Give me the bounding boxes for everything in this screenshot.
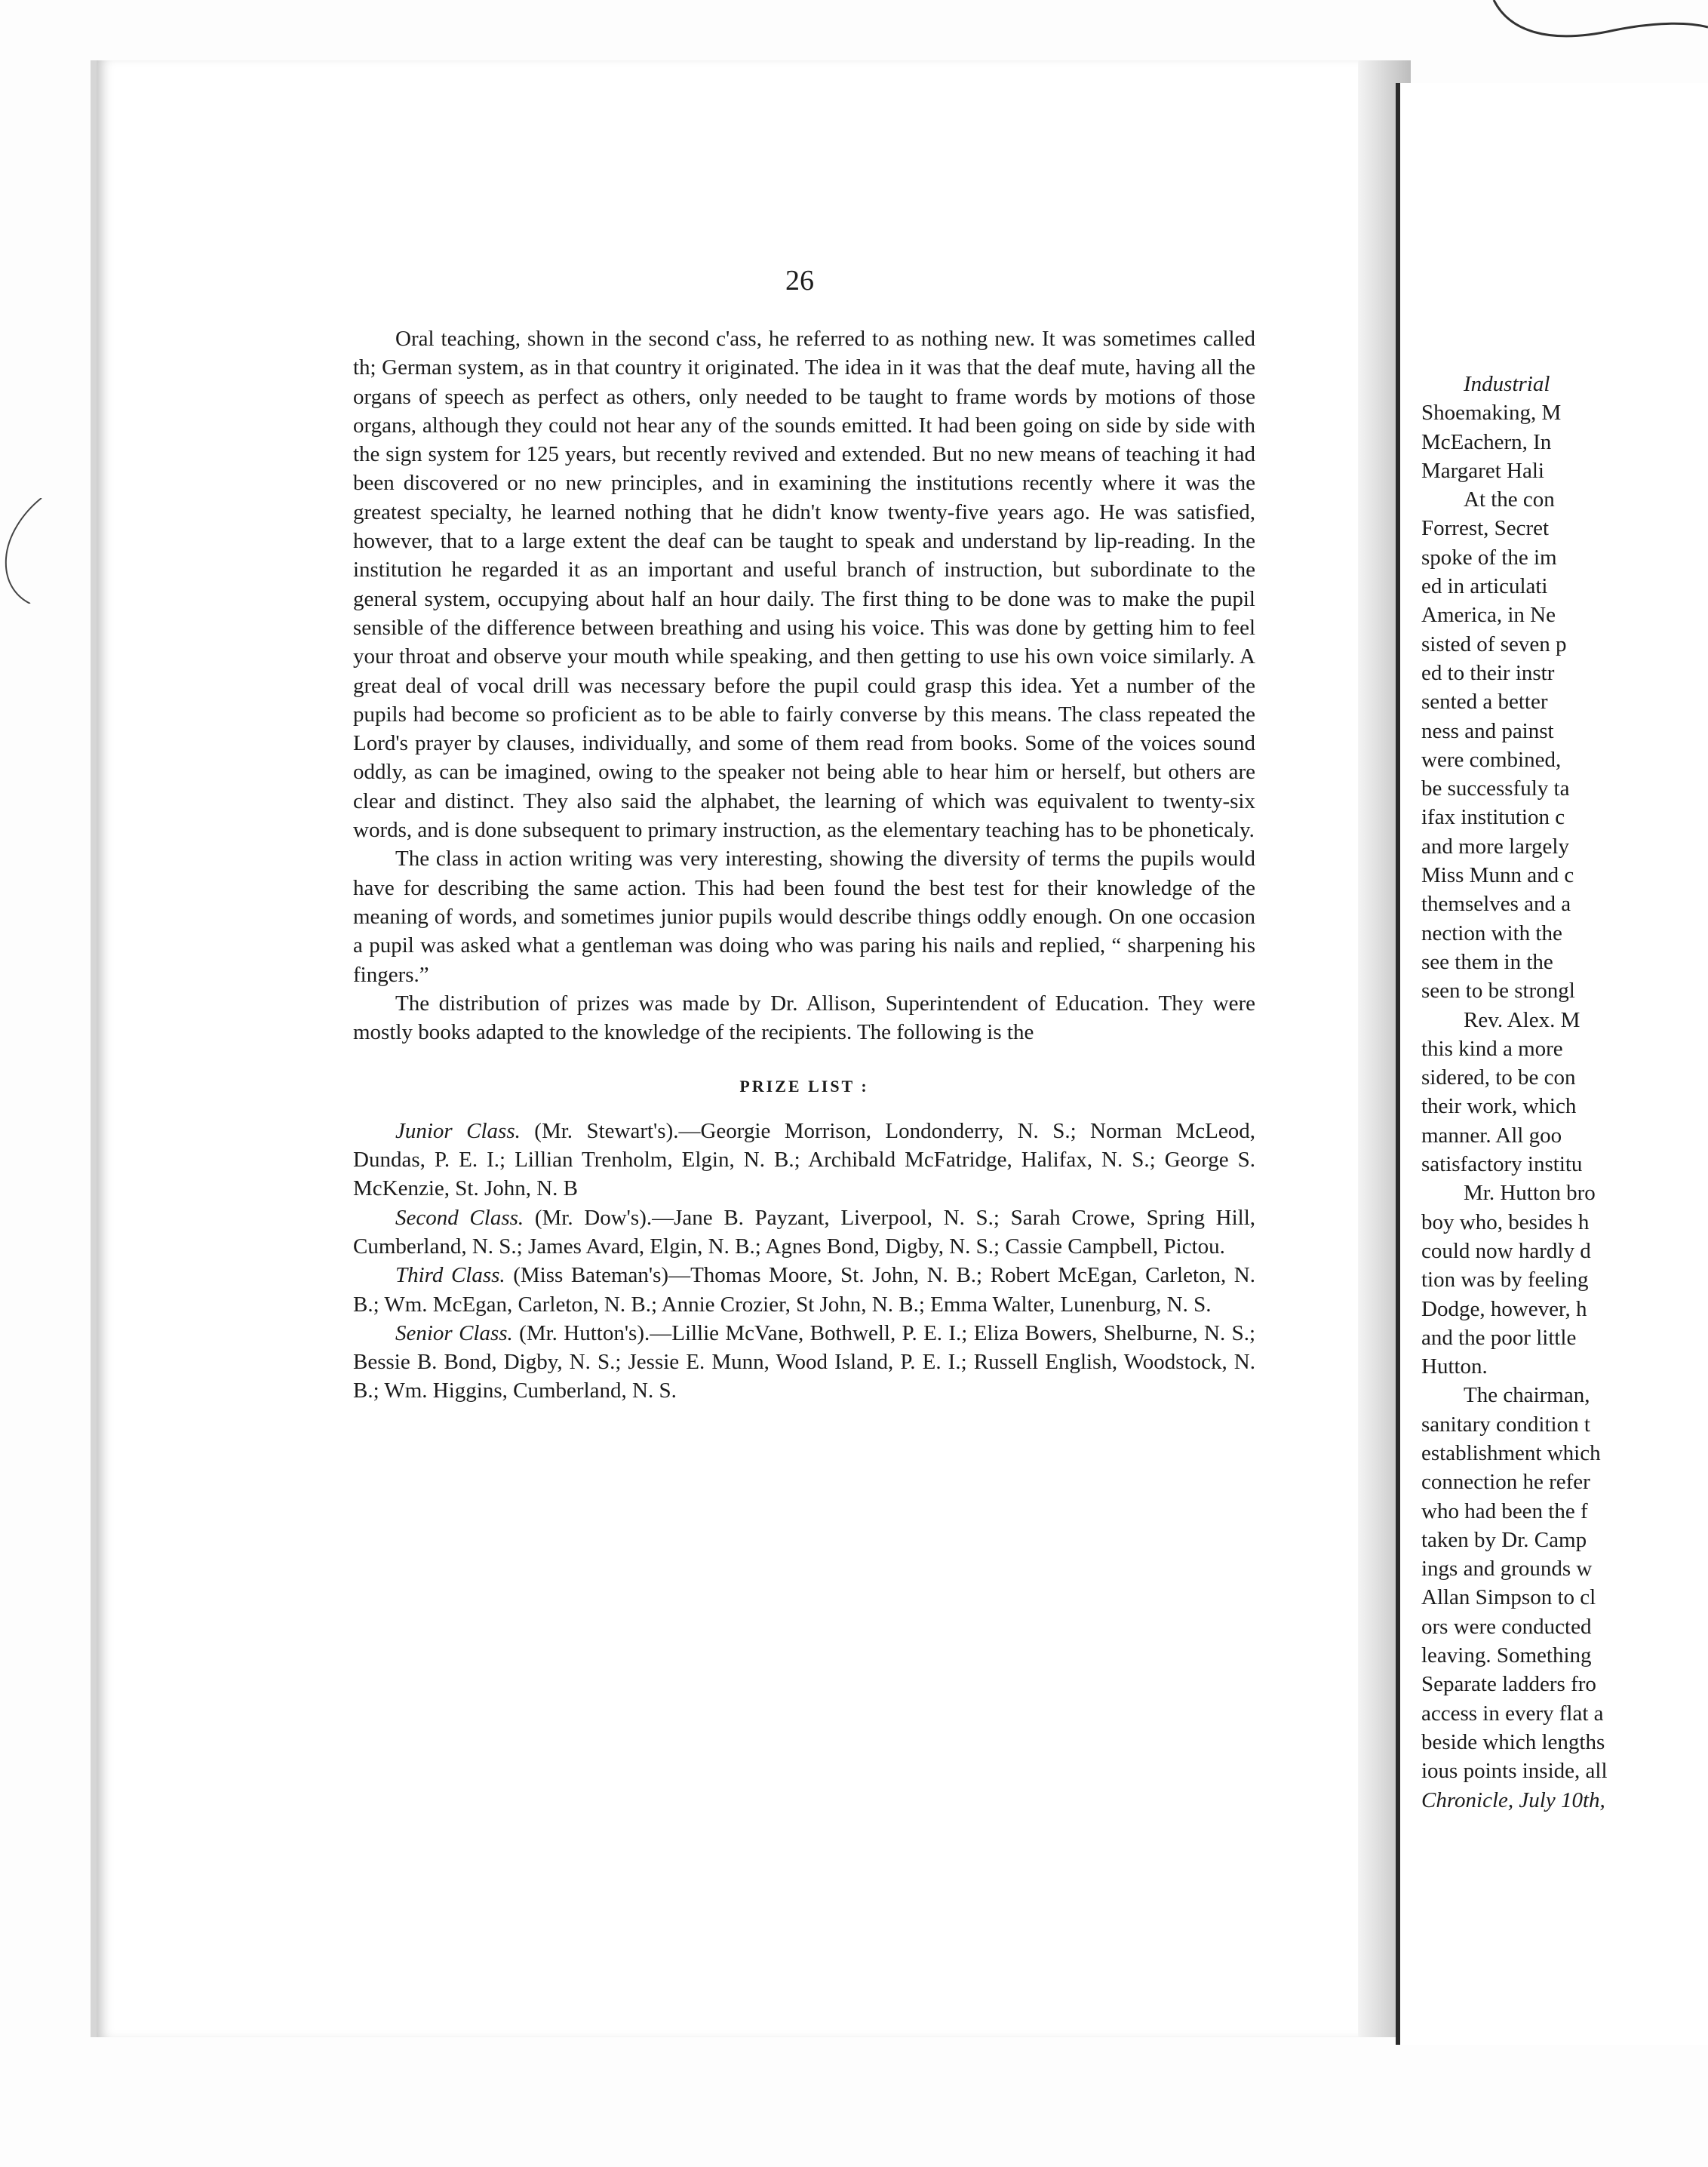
right-page-line: ness and painst: [1421, 718, 1554, 743]
right-page-line: McEachern, In: [1421, 429, 1552, 454]
right-page-line: Shoemaking, M: [1421, 401, 1562, 426]
prize-entry-second: [353, 1203, 1255, 1262]
right-page-line: seen to be strongl: [1421, 979, 1575, 1004]
prize-recipients: (Miss Bateman's)—Thomas Moore, St. John, N. B.; Robert McEgan, Carleton, N. B.; Wm. McEgan, Carleton, N. B.; Annie Crozier, St John, N. B.; Emma Walter, Lunenburg, N. S.: [353, 1263, 1256, 1317]
prize-recipients: (Mr. Hutton's).—Lillie McVane, Bothwell, P. E. I.; Eliza Bowers, Shelburne, N. S.; Bessie B. Bond, Digby, N. S.; Jessie E. Munn, Wood Island, P. E. I.; Russell English, Woodstock, N. B.; Wm. Higgins, Cumberland, N. S.: [353, 1320, 1256, 1403]
right-page-line: At the con: [1464, 487, 1555, 512]
paragraph-action-writing: The class in action writing was very interesting, showing the diversity of terms the pupils would have for describing the same action. This had been found the best test for their knowledge of the meaning of words, and sometimes junior pupils would describe things oddly enough. On one occasion a pupil was asked what a gentleman was doing who was paring his nails and replied, “ sharpening his fingers.”: [353, 847, 1255, 987]
prize-list-heading: PRIZE LIST :: [739, 1077, 869, 1096]
right-page-line: Rev. Alex. M: [1464, 1007, 1581, 1032]
right-page-line: Chronicle, July 10th,: [1421, 1787, 1605, 1812]
right-page-line: ings and grounds w: [1421, 1557, 1593, 1581]
right-page-line: sented a better: [1421, 690, 1548, 715]
paragraph-prize-distribution: The distribution of prizes was made by Dr. Allison, Superintendent of Education. They were mostly books adapted to the knowledge of the recipients. The following is the: [353, 991, 1255, 1045]
prize-recipients: (Mr. Stewart's).—Georgie Morrison, Londonderry, N. S.; Norman McLeod, Dundas, P. E. I.; Lillian Trenholm, Elgin, N. B.; Archibald McFatridge, Halifax, N. S.; George S. McKenzie, St. John, N. B: [353, 1118, 1256, 1201]
right-page-line: satisfactory institu: [1421, 1152, 1583, 1177]
right-page-line: America, in Ne: [1421, 603, 1556, 628]
prize-class-label: Senior Class.: [395, 1320, 513, 1345]
right-page-line: themselves and a: [1421, 892, 1571, 917]
right-page-line: sidered, to be con: [1421, 1065, 1576, 1090]
main-text-column: [353, 324, 1255, 1406]
right-page-line: tion was by feeling: [1421, 1268, 1589, 1293]
right-page-line: and the poor little: [1421, 1325, 1577, 1350]
right-page-line: access in every flat a: [1421, 1701, 1604, 1726]
right-page-line: Separate ladders fro: [1421, 1672, 1596, 1697]
right-page-line: ed to their instr: [1421, 660, 1555, 685]
right-page-line: and more largely: [1421, 834, 1569, 859]
right-page-line: Industrial: [1464, 372, 1550, 396]
right-page-line: Mr. Hutton bro: [1464, 1181, 1596, 1206]
right-page-line: Hutton.: [1421, 1354, 1488, 1379]
right-page-line: Miss Munn and c: [1421, 863, 1574, 888]
right-page-line: who had been the f: [1421, 1498, 1588, 1523]
prize-class-label: Third Class.: [395, 1263, 505, 1288]
prize-recipients: (Mr. Dow's).—Jane B. Payzant, Liverpool, N. S.; Sarah Crowe, Spring Hill, Cumberland, N. S.; James Avard, Elgin, N. B.; Agnes Bond, Digby, N. S.; Cassie Campbell, Pictou.: [353, 1205, 1256, 1259]
prize-entry-junior: [353, 1117, 1255, 1203]
right-page-line: could now hardly d: [1421, 1238, 1591, 1263]
right-page-line: see them in the: [1421, 949, 1553, 974]
right-page-line: were combined,: [1421, 747, 1562, 772]
right-page-line: sisted of seven p: [1421, 632, 1567, 656]
prize-entry-third: [353, 1261, 1255, 1319]
right-page-line: The chairman,: [1464, 1383, 1590, 1408]
right-page-line: establishment which: [1421, 1440, 1601, 1465]
right-page-line: ed in articulati: [1421, 574, 1548, 599]
right-page-line: Margaret Hali: [1421, 458, 1544, 483]
right-page-line: manner. All goo: [1421, 1123, 1562, 1148]
right-page-line: Forrest, Secret: [1421, 516, 1550, 541]
right-page-line: beside which lengths: [1421, 1729, 1605, 1754]
right-page-line: ifax institution c: [1421, 805, 1565, 830]
prize-class-label: Junior Class.: [395, 1118, 521, 1143]
right-page-line: be successfuly ta: [1421, 776, 1570, 801]
ribbon-curve: [1479, 0, 1708, 60]
right-page-line: connection he refer: [1421, 1470, 1590, 1495]
right-page-line: sanitary condition t: [1421, 1412, 1590, 1437]
paragraph-oral-teaching: Oral teaching, shown in the second c'ass, he referred to as nothing new. It was sometimes called th; German system, as in that country it originated. The idea in it was that the deaf mute, having all the organs of speech as perfect as others, only needed to be taught to frame words by motions of those organs, although they could not hear any of the sounds emitted. It had been going on side by side with the sign system for 125 years, but recently revived and extended. But no new means of teaching it had been discovered or no new principles, and in examining the institutions recently where it was the greatest specialty, he learned nothing that he didn't know twenty-five years ago. He was satisfied, however, that to a large extent the deaf can be taught to speak and understand by lip-reading. In the institution he regarded it as an important and useful branch of instruction, but subordinate to the general system, occupying about half an hour daily. The first thing to be done was to make the pupil sensible of the difference between breathing and using his voice. This was done by getting him to feel your throat and observe your mouth while speaking, and then getting to use his own voice similarly. A great deal of vocal drill was necessary before the pupil could grasp this idea. Yet a number of the pupils had become so proficient as to be able to fairly converse by this means. The class repeated the Lord's prayer by clauses, individually, and some of them read from books. Some of the voices sound oddly, as can be imagined, owing to the speaker not being able to hear him or herself, but others are clear and distinct. They also said the alphabet, the learning of which was equivalent to twenty-six words, and is done subsequent to primary instruction, as the elementary teaching has to be phoneticaly.: [353, 327, 1255, 843]
right-page-fragment: [1396, 83, 1708, 2045]
right-page-line: this kind a more: [1421, 1036, 1563, 1061]
right-page-line: Allan Simpson to cl: [1421, 1585, 1596, 1610]
right-page-line: ious points inside, all: [1421, 1759, 1608, 1784]
right-page-line: ors were conducted: [1421, 1614, 1592, 1639]
thread-curve: [0, 498, 45, 604]
prize-class-label: Second Class.: [395, 1205, 524, 1230]
right-page-line: spoke of the im: [1421, 545, 1557, 570]
prize-entry-senior: [353, 1319, 1255, 1406]
right-page-line: their work, which: [1421, 1094, 1577, 1119]
right-page-line: Dodge, however, h: [1421, 1296, 1587, 1321]
page-number: 26: [785, 265, 814, 297]
right-page-line: taken by Dr. Camp: [1421, 1527, 1587, 1552]
right-page-line: boy who, besides h: [1421, 1210, 1590, 1234]
right-page-text: [1421, 370, 1708, 1815]
right-page-line: leaving. Something: [1421, 1643, 1592, 1668]
right-page-line: nection with the: [1421, 921, 1562, 945]
